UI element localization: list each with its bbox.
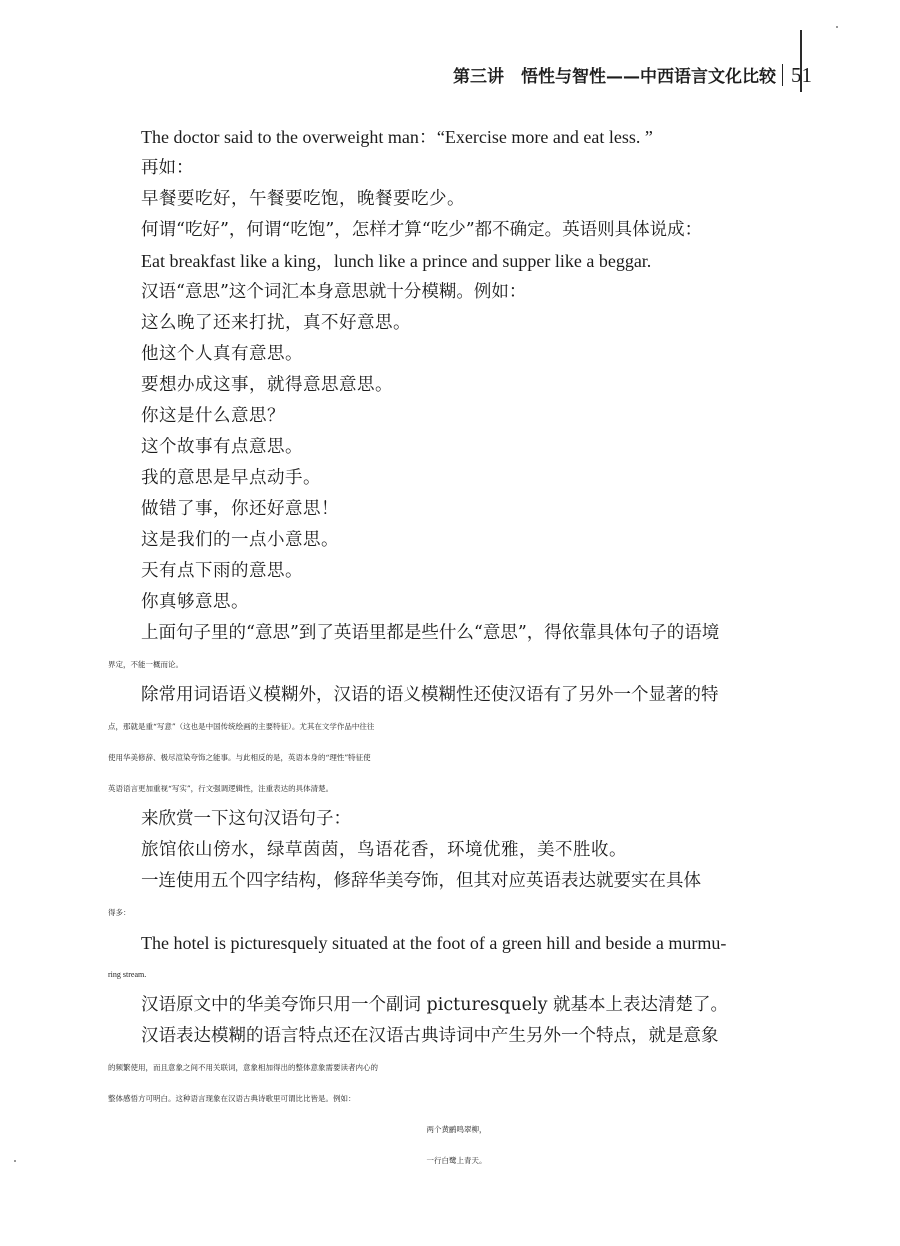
example-sentence-zh: 这是我们的一点小意思。 — [141, 530, 339, 550]
example-sentence-zh: 天有点下雨的意思。 — [141, 561, 303, 581]
body-line: 得多： — [108, 908, 131, 917]
scan-speck — [836, 26, 838, 28]
body-line: 点，那就是重“写意”（这也是中国传统绘画的主要特征）。尤其在文学作品中往往 — [108, 722, 375, 731]
body-line: 一连使用五个四字结构，修辞华美夸饰，但其对应英语表达就要实在具体 — [141, 871, 701, 891]
example-sentence-en: ring stream. — [108, 970, 147, 979]
header-divider — [782, 64, 783, 86]
example-sentence-zh: 要想办成这事，就得意思意思。 — [141, 375, 393, 395]
example-sentence-zh: 这个故事有点意思。 — [141, 437, 303, 457]
example-sentence-zh: 早餐要吃好，午餐要吃饱，晚餐要吃少。 — [141, 189, 465, 209]
body-line: 来欣赏一下这句汉语句子： — [141, 809, 351, 829]
example-sentence-zh: 这么晚了还来打扰，真不好意思。 — [141, 313, 411, 333]
body-line: 汉语表达模糊的语言特点还在汉语古典诗词中产生另外一个特点，就是意象 — [141, 1026, 719, 1046]
page-number: 51 — [791, 63, 812, 87]
body-line: 的频繁使用，而且意象之间不用关联词，意象相加得出的整体意象需要读者内心的 — [108, 1063, 378, 1072]
scan-speck — [14, 1160, 16, 1162]
body-line: 再如： — [141, 158, 194, 178]
example-sentence-zh: 你真够意思。 — [141, 592, 249, 612]
body-line: 界定，不能一概而论。 — [108, 660, 183, 669]
example-sentence-zh: 他这个人真有意思。 — [141, 344, 303, 364]
example-sentence-en: The doctor said to the overweight man：“Exercise more and eat less. ” — [141, 127, 653, 147]
example-sentence-zh: 你这是什么意思？ — [141, 406, 285, 426]
example-sentence-en: Eat breakfast like a king，lunch like a prince and supper like a beggar. — [141, 251, 652, 271]
poem-line: 两个黄鹂鸣翠柳， — [426, 1125, 487, 1134]
body-line: 上面句子里的“意思”到了英语里都是些什么“意思”，得依靠具体句子的语境 — [141, 623, 720, 643]
poem-line: 一行白鹭上青天。 — [426, 1156, 487, 1165]
body-line: 整体感悟方可明白。这种语言现象在汉语古典诗歌里可谓比比皆是。例如： — [108, 1094, 356, 1103]
body-line: 除常用词语语义模糊外，汉语的语义模糊性还使汉语有了另外一个显著的特 — [141, 685, 719, 705]
example-sentence-zh: 做错了事，你还好意思！ — [141, 499, 339, 519]
page-body — [108, 122, 805, 1176]
example-sentence-en: The hotel is picturesquely situated at the foot of a green hill and beside a murmu- — [141, 933, 727, 953]
chapter-title: 第三讲 悟性与智性——中西语言文化比较 — [453, 67, 776, 87]
body-line: 汉语“意思”这个词汇本身意思就十分模糊。例如： — [141, 282, 527, 302]
example-sentence-zh: 我的意思是早点动手。 — [141, 468, 321, 488]
body-line: 英语语言更加重视“写实”，行文强调逻辑性，注重表达的具体清楚。 — [108, 784, 334, 793]
body-line: 汉语原文中的华美夸饰只用一个副词 picturesquely 就基本上表达清楚了。 — [141, 995, 729, 1015]
body-line: 何谓“吃好”，何谓“吃饱”，怎样才算“吃少”都不确定。英语则具体说成： — [141, 220, 703, 240]
running-header — [453, 62, 812, 88]
example-sentence-zh: 旅馆依山傍水，绿草茵茵，鸟语花香，环境优雅，美不胜收。 — [141, 840, 627, 860]
body-line: 使用华美修辞、极尽渲染夸饰之能事。与此相反的是，英语本身的“理性”特征使 — [108, 753, 371, 762]
